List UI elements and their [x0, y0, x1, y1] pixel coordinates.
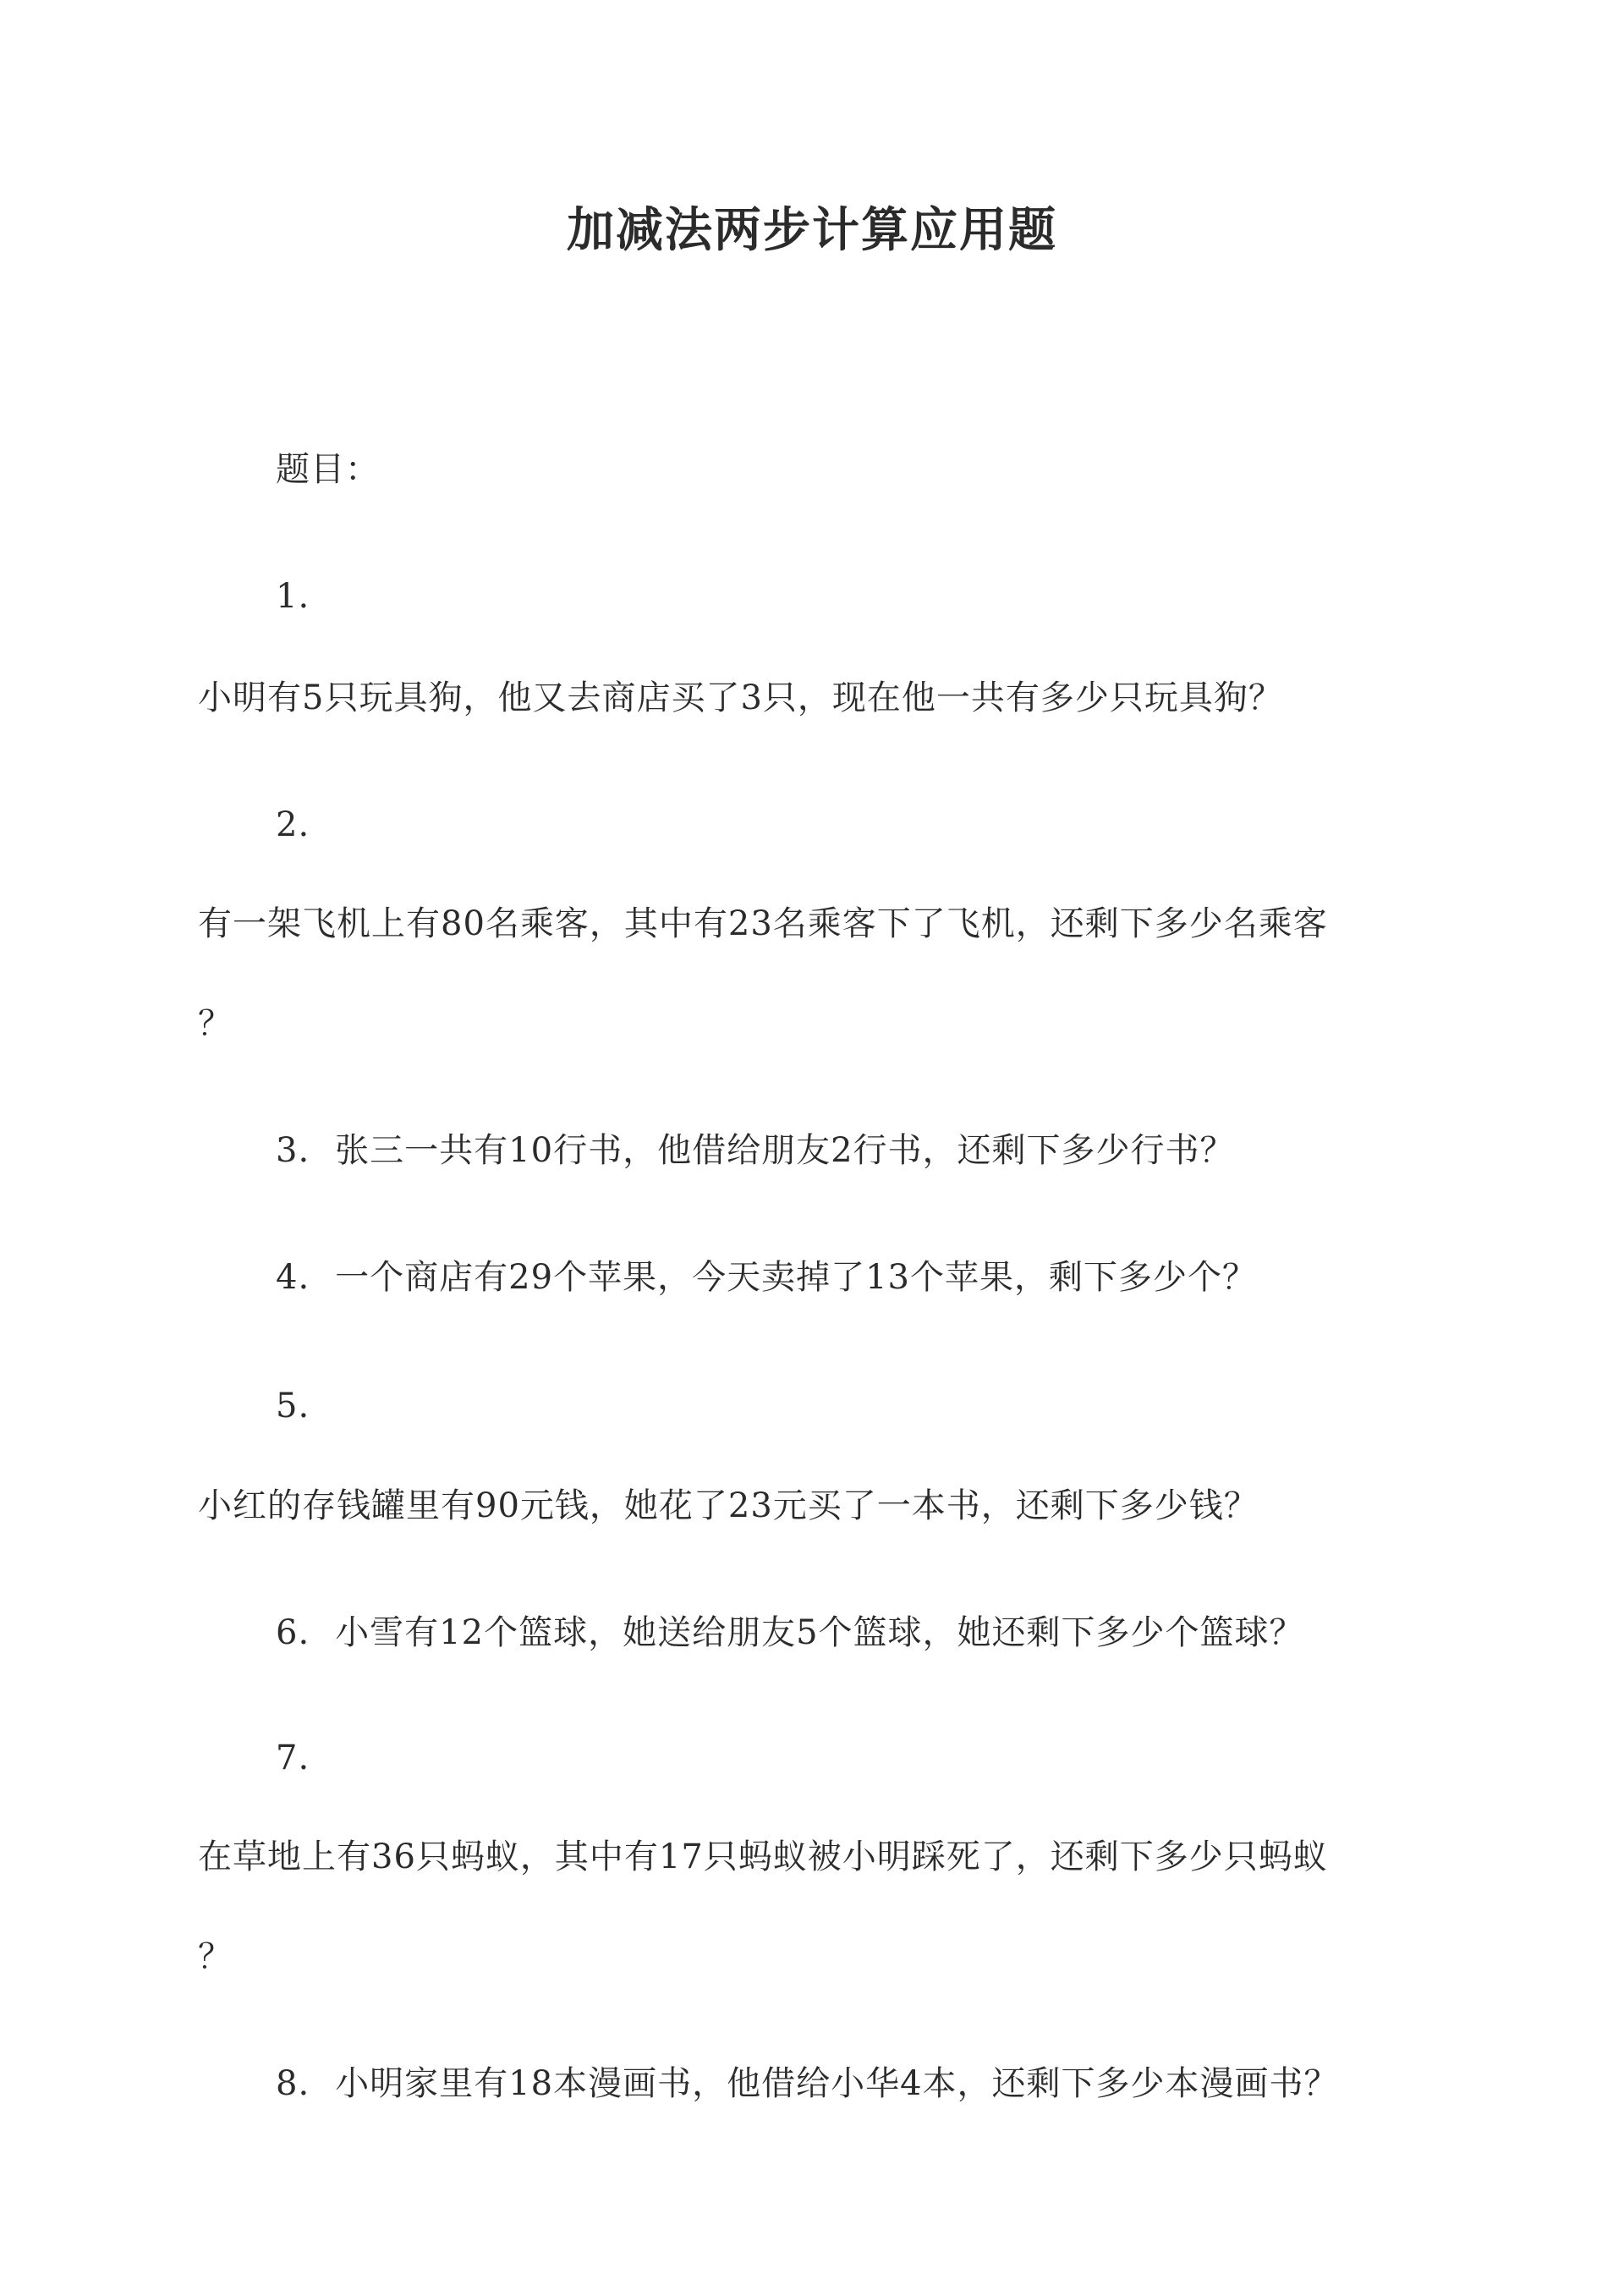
problem-4-text: 一个商店有29个苹果，今天卖掉了13个苹果，剩下多少个？ — [335, 1258, 1257, 1297]
problem-5-text: 小红的存钱罐里有90元钱，她花了23元买了一本书，还剩下多少钱？ — [198, 1486, 1259, 1525]
problem-3 — [276, 1125, 1235, 1176]
problem-1-text: 小明有5只玩具狗，他又去商店买了3只，现在他一共有多少只玩具狗？ — [198, 678, 1283, 717]
problem-2-text-line1: 有一架飞机上有80名乘客，其中有23名乘客下了飞机，还剩下多少名乘客 — [198, 904, 1328, 943]
problem-6-number: 6. — [276, 1613, 310, 1652]
section-label: 题目： — [276, 450, 380, 489]
problem-4-number: 4. — [276, 1258, 310, 1297]
problem-6 — [276, 1607, 1304, 1658]
problem-2-text-line2: ？ — [198, 1004, 233, 1043]
problem-7-text-line1: 在草地上有36只蚂蚁，其中有17只蚂蚁被小明踩死了，还剩下多少只蚂蚁 — [198, 1837, 1328, 1876]
problem-8-text: 小明家里有18本漫画书，他借给小华4本，还剩下多少本漫画书？ — [335, 2064, 1339, 2103]
document-title: 加减法两步计算应用题 — [567, 202, 1057, 258]
problem-4 — [276, 1252, 1257, 1303]
problem-8 — [276, 2058, 1339, 2109]
problem-3-text: 张三一共有10行书，他借给朋友2行书，还剩下多少行书？ — [335, 1131, 1235, 1170]
problem-7-number: 7. — [276, 1738, 310, 1777]
problem-8-number: 8. — [276, 2064, 310, 2103]
problem-7-text-line2: ？ — [198, 1937, 233, 1976]
problem-5-number: 5. — [276, 1387, 310, 1425]
problem-2-number: 2. — [276, 805, 310, 844]
problem-6-text: 小雪有12个篮球，她送给朋友5个篮球，她还剩下多少个篮球？ — [335, 1613, 1304, 1652]
problem-3-number: 3. — [276, 1131, 310, 1170]
problem-1-number: 1. — [276, 577, 310, 616]
